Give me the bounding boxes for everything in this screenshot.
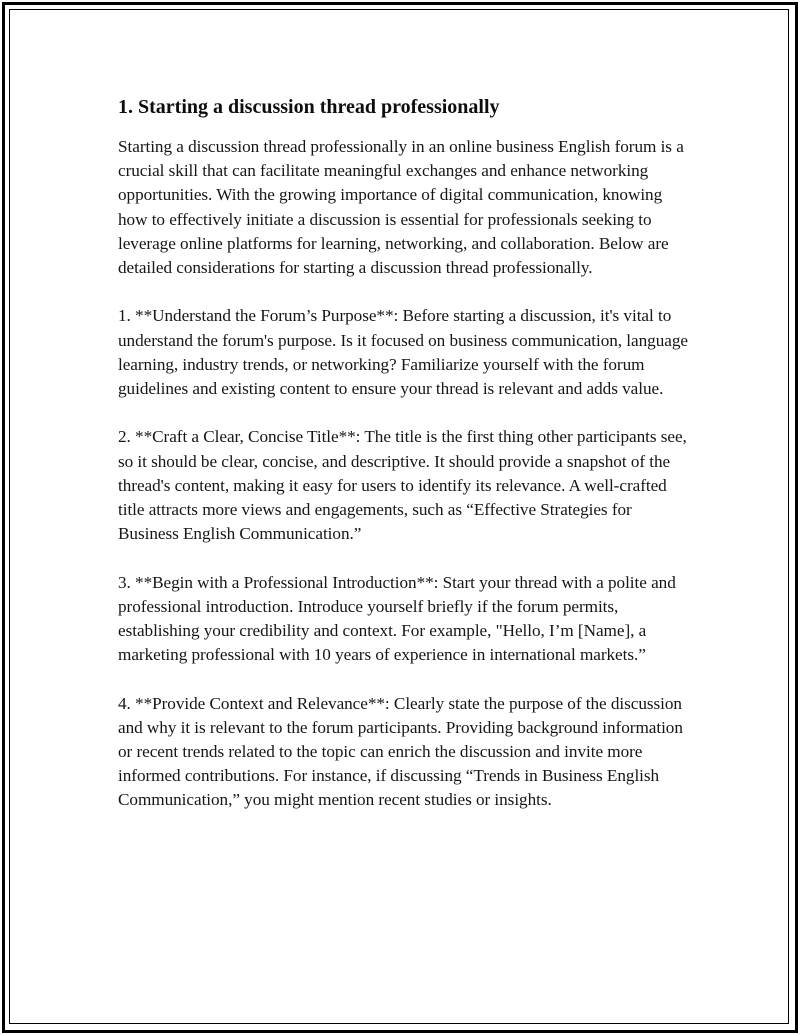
document-body [118, 93, 688, 837]
point-professional-introduction: 3. **Begin with a Professional Introduction**: Start your thread with a polite and professional introduction. Introduce yourself briefly if the forum permits, establishing your credibility and context. For example, "Hello, I’m [Name], a marketing professional with 10 years of experience in international markets.” [118, 572, 676, 665]
point-craft-title: 2. **Craft a Clear, Concise Title**: The title is the first thing other participants see, so it should be clear, concise, and descriptive. It should provide a snapshot of the thread's content, making it easy for users to identify its relevance. A well-crafted title attracts more views and engagements, such as “Effective Strategies for Business English Communication.” [118, 427, 687, 544]
point-context-relevance: 4. **Provide Context and Relevance**: Clearly state the purpose of the discussion and why it is relevant to the forum participants. Providing background information or recent trends related to the topic can enrich the discussion and invite more informed contributions. For instance, if discussing “Trends in Business English Communication,” you might mention recent studies or insights. [118, 693, 683, 810]
section-heading: 1. Starting a discussion thread professionally [118, 96, 500, 118]
intro-paragraph: Starting a discussion thread professionally in an online business English forum is a crucial skill that can facilitate meaningful exchanges and enhance networking opportunities. With the growing importance of digital communication, knowing how to effectively initiate a discussion is essential for professionals seeking to leverage online platforms for learning, networking, and collaboration. Below are detailed considerations for starting a discussion thread professionally. [118, 137, 684, 278]
point-understand-purpose: 1. **Understand the Forum’s Purpose**: Before starting a discussion, it's vital to understand the forum's purpose. Is it focused on business communication, language learning, industry trends, or networking? Familiarize yourself with the forum guidelines and existing content to ensure your thread is relevant and adds value. [118, 306, 688, 399]
